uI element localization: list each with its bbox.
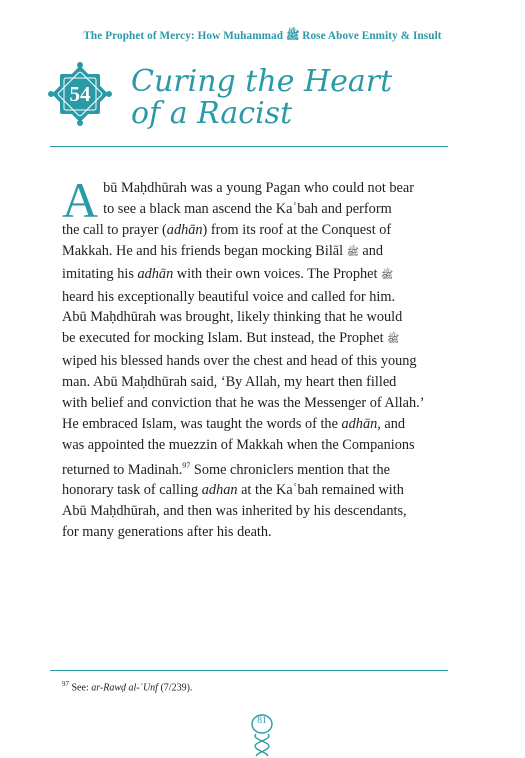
chapter-title-line-1: Curing the Heart (131, 64, 393, 99)
running-header: The Prophet of Mercy: How Muhammad ﷺ Rose Above Enmity & Insult (83, 30, 442, 42)
body-line: was appointed the muezzin of Makkah when the Companions (62, 436, 415, 453)
body-line: returned to Madinah.$^{97}$ Some chroniclers mention that the (62, 460, 391, 478)
body-line: for many generations after his death. (62, 524, 272, 541)
body-line: Abū Maḥdhūrah, and then was inherited by his descendants, (62, 503, 407, 520)
body-line: imitating his adhān with their own voices. The Prophet ﷺ (62, 265, 394, 282)
body-line: with belief and conviction that he was the Messenger of Allah.’ (62, 395, 425, 412)
body-line: the call to prayer (adhān) from its roof at the Conquest of (62, 221, 392, 238)
footnote (62, 680, 192, 693)
footnote-text: See: ar-Rawḍ al-ʿUnf (7/239). (71, 682, 193, 694)
body-line: be executed for mocking Islam. But instead, the Prophet ﷺ (62, 330, 400, 347)
body-line: Makkah. He and his friends began mocking Bilāl ﷺ and (62, 242, 383, 259)
footnote-marker: 97 (62, 680, 69, 688)
body-line: heard his exceptionally beautiful voice and called for him. (62, 288, 396, 305)
body-line: bū Maḥdhūrah was a young Pagan who could not bear (103, 180, 414, 196)
chapter-number: 54 (69, 82, 91, 106)
drop-cap: A (62, 172, 99, 228)
body-line: He embraced Islam, was taught the words of the adhān, and (62, 415, 406, 432)
body-line: honorary task of calling adhan at the Kaʿbah remained with (62, 482, 404, 499)
chapter-title-line-2: of a Racist (131, 96, 293, 131)
title-divider (50, 146, 448, 147)
chapter-title (131, 66, 461, 130)
page-number: 81 (257, 716, 267, 726)
body-line: Abū Maḥdhūrah was brought, likely thinking that he would (62, 309, 403, 326)
footnote-divider (50, 670, 448, 671)
body-line: wiped his blessed hands over the chest and head of this young (62, 353, 417, 370)
body-line: man. Abū Maḥdhūrah said, ‘By Allah, my heart then filled (62, 374, 397, 391)
body-line: to see a black man ascend the Kaʿbah and perform (103, 200, 392, 217)
body-text (62, 172, 425, 543)
